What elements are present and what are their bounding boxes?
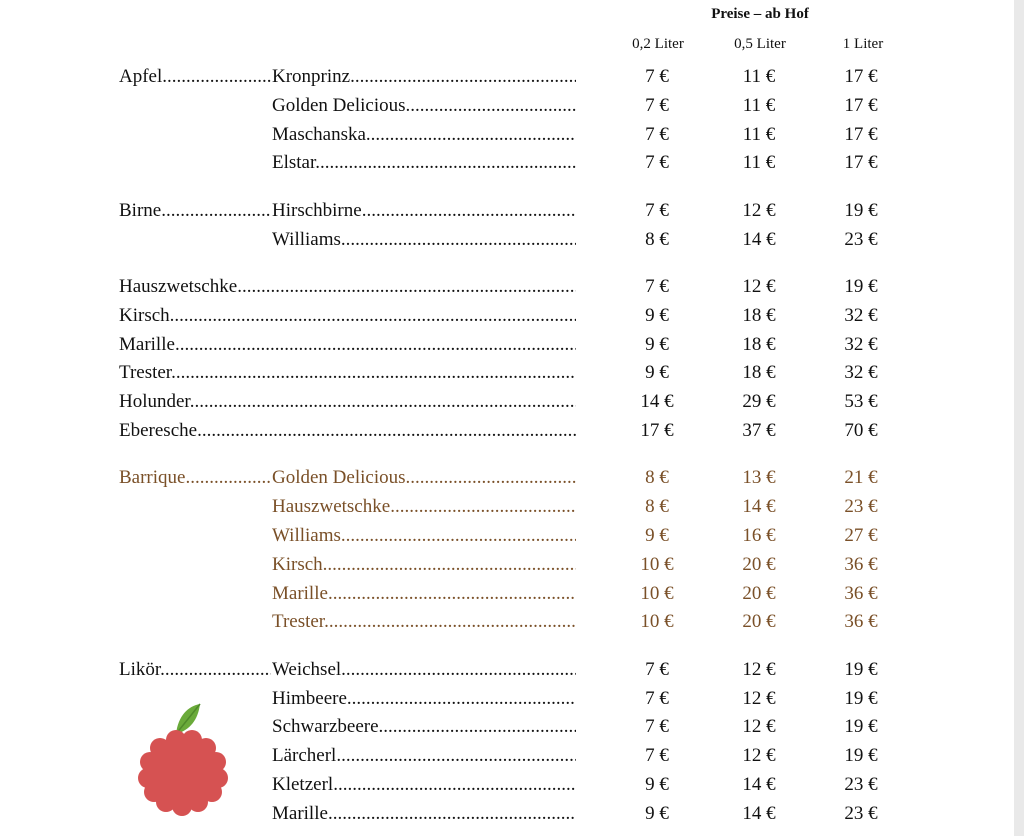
dot-leader bbox=[336, 745, 576, 766]
price-cell: 8 € bbox=[645, 496, 669, 517]
dot-leader bbox=[406, 95, 576, 116]
product-name-text: Hirschbirne bbox=[272, 200, 362, 221]
product-name bbox=[119, 332, 576, 358]
price-cell: 17 € bbox=[844, 66, 878, 87]
product-name-text: Golden Delicious bbox=[272, 95, 406, 116]
raspberry-icon bbox=[132, 698, 232, 818]
price-cell: 23 € bbox=[844, 803, 878, 824]
product-name bbox=[272, 686, 576, 712]
product-name-text: Holunder bbox=[119, 391, 190, 412]
dot-leader bbox=[328, 803, 576, 824]
page-edge bbox=[1014, 0, 1024, 836]
product-name-text: Lärcherl bbox=[272, 745, 337, 766]
dot-leader bbox=[341, 229, 576, 250]
price-cell: 8 € bbox=[645, 467, 669, 488]
product-name bbox=[272, 714, 576, 740]
price-cell: 18 € bbox=[742, 305, 776, 326]
product-name-text: Schwarzbeere bbox=[272, 716, 379, 737]
product-name bbox=[272, 494, 576, 520]
price-cell: 14 € bbox=[742, 496, 776, 517]
product-name-text: Kletzerl bbox=[272, 774, 334, 795]
price-cell: 10 € bbox=[640, 611, 674, 632]
price-cell: 9 € bbox=[645, 803, 669, 824]
product-name-text: Kronprinz bbox=[272, 66, 351, 87]
product-name-text: Eberesche bbox=[119, 420, 198, 441]
price-cell: 11 € bbox=[742, 152, 776, 173]
price-cell: 7 € bbox=[645, 152, 669, 173]
dot-leader bbox=[379, 716, 576, 737]
price-cell: 20 € bbox=[742, 611, 776, 632]
price-cell: 14 € bbox=[742, 803, 776, 824]
dot-leader bbox=[237, 276, 576, 297]
product-name bbox=[119, 389, 576, 415]
product-name bbox=[119, 274, 576, 300]
price-cell: 7 € bbox=[645, 124, 669, 145]
dot-leader bbox=[175, 334, 576, 355]
product-name-text: Himbeere bbox=[272, 688, 347, 709]
price-cell: 16 € bbox=[742, 525, 776, 546]
dot-leader bbox=[362, 200, 576, 221]
product-name-text: Kirsch bbox=[119, 305, 170, 326]
dot-leader bbox=[315, 152, 576, 173]
price-cell: 23 € bbox=[844, 229, 878, 250]
product-name-text: Weichsel bbox=[272, 659, 342, 680]
price-cell: 19 € bbox=[844, 688, 878, 709]
product-name bbox=[272, 657, 576, 683]
price-cell: 14 € bbox=[742, 229, 776, 250]
price-cell: 7 € bbox=[645, 659, 669, 680]
price-cell: 17 € bbox=[844, 95, 878, 116]
price-cell: 12 € bbox=[742, 745, 776, 766]
product-name-text: Marille bbox=[119, 334, 175, 355]
price-cell: 10 € bbox=[640, 554, 674, 575]
price-cell: 12 € bbox=[742, 200, 776, 221]
price-cell: 10 € bbox=[640, 583, 674, 604]
dot-leader bbox=[350, 66, 576, 87]
product-name-text: Hauszwetschke bbox=[272, 496, 391, 517]
price-cell: 19 € bbox=[844, 276, 878, 297]
price-cell: 32 € bbox=[844, 362, 878, 383]
product-name-text: Trester bbox=[272, 611, 325, 632]
price-cell: 7 € bbox=[645, 688, 669, 709]
price-cell: 19 € bbox=[844, 745, 878, 766]
price-cell: 7 € bbox=[645, 716, 669, 737]
product-name bbox=[272, 122, 576, 148]
price-cell: 7 € bbox=[645, 276, 669, 297]
product-name bbox=[272, 227, 576, 253]
price-cell: 7 € bbox=[645, 745, 669, 766]
column-header-small: 0,2 Liter bbox=[632, 36, 684, 52]
price-cell: 27 € bbox=[844, 525, 878, 546]
price-cell: 36 € bbox=[844, 583, 878, 604]
dot-leader bbox=[390, 496, 576, 517]
price-cell: 37 € bbox=[742, 420, 776, 441]
price-cell: 53 € bbox=[844, 391, 878, 412]
product-name bbox=[119, 360, 576, 386]
price-cell: 13 € bbox=[742, 467, 776, 488]
dot-leader bbox=[406, 467, 576, 488]
price-cell: 12 € bbox=[742, 659, 776, 680]
price-cell: 32 € bbox=[844, 305, 878, 326]
product-name bbox=[119, 303, 576, 329]
product-name-text: Maschanska bbox=[272, 124, 366, 145]
product-name-text: Elstar bbox=[272, 152, 316, 173]
price-cell: 17 € bbox=[844, 152, 878, 173]
price-cell: 14 € bbox=[640, 391, 674, 412]
price-cell: 7 € bbox=[645, 95, 669, 116]
product-name bbox=[272, 801, 576, 827]
group-label: Likör ..... bbox=[119, 657, 271, 683]
dot-leader bbox=[341, 659, 576, 680]
price-cell: 7 € bbox=[645, 200, 669, 221]
price-cell: 11 € bbox=[742, 95, 776, 116]
price-cell: 18 € bbox=[742, 334, 776, 355]
price-cell: 19 € bbox=[844, 659, 878, 680]
dot-leader bbox=[366, 124, 576, 145]
price-cell: 7 € bbox=[645, 66, 669, 87]
price-cell: 36 € bbox=[844, 554, 878, 575]
product-name bbox=[272, 609, 576, 635]
price-cell: 29 € bbox=[742, 391, 776, 412]
product-name-text: Hauszwetschke bbox=[119, 276, 238, 297]
price-cell: 19 € bbox=[844, 716, 878, 737]
price-header-title: Preise – ab Hof bbox=[711, 6, 809, 22]
group-label: Barrique ..... bbox=[119, 465, 271, 491]
product-name bbox=[272, 552, 576, 578]
dot-leader bbox=[324, 611, 576, 632]
price-cell: 21 € bbox=[844, 467, 878, 488]
product-name-text: Golden Delicious bbox=[272, 467, 406, 488]
product-name-text: Williams bbox=[272, 525, 341, 546]
product-name bbox=[272, 772, 576, 798]
price-cell: 9 € bbox=[645, 334, 669, 355]
column-header-large: 1 Liter bbox=[842, 36, 884, 52]
price-cell: 20 € bbox=[742, 583, 776, 604]
product-name-text: Marille bbox=[272, 803, 328, 824]
product-name bbox=[272, 150, 576, 176]
price-cell: 23 € bbox=[844, 774, 878, 795]
product-name bbox=[272, 581, 576, 607]
price-cell: 14 € bbox=[742, 774, 776, 795]
product-name-text: Kirsch bbox=[272, 554, 323, 575]
product-name bbox=[272, 465, 576, 491]
price-cell: 36 € bbox=[844, 611, 878, 632]
product-name bbox=[272, 93, 576, 119]
product-name-text: Williams bbox=[272, 229, 341, 250]
product-name bbox=[272, 64, 576, 90]
group-label: Apfel ..... bbox=[119, 64, 271, 90]
product-name-text: Trester bbox=[119, 362, 172, 383]
dot-leader bbox=[333, 774, 576, 795]
column-header-medium: 0,5 Liter bbox=[734, 36, 786, 52]
price-cell: 11 € bbox=[742, 66, 776, 87]
price-cell: 20 € bbox=[742, 554, 776, 575]
price-cell: 9 € bbox=[645, 305, 669, 326]
price-cell: 32 € bbox=[844, 334, 878, 355]
price-cell: 23 € bbox=[844, 496, 878, 517]
group-label: Birne ..... bbox=[119, 198, 271, 224]
price-cell: 18 € bbox=[742, 362, 776, 383]
dot-leader bbox=[190, 391, 576, 412]
price-cell: 19 € bbox=[844, 200, 878, 221]
price-cell: 12 € bbox=[742, 688, 776, 709]
price-cell: 17 € bbox=[844, 124, 878, 145]
product-name bbox=[272, 743, 576, 769]
price-cell: 17 € bbox=[640, 420, 674, 441]
price-cell: 9 € bbox=[645, 774, 669, 795]
product-name bbox=[119, 418, 576, 444]
product-name bbox=[272, 523, 576, 549]
dot-leader bbox=[347, 688, 576, 709]
dot-leader bbox=[328, 583, 576, 604]
price-cell: 9 € bbox=[645, 362, 669, 383]
dot-leader bbox=[170, 305, 576, 326]
dot-leader bbox=[323, 554, 576, 575]
dot-leader bbox=[171, 362, 576, 383]
price-cell: 8 € bbox=[645, 229, 669, 250]
price-cell: 70 € bbox=[844, 420, 878, 441]
product-name bbox=[272, 198, 576, 224]
price-cell: 9 € bbox=[645, 525, 669, 546]
price-cell: 11 € bbox=[742, 124, 776, 145]
dot-leader bbox=[341, 525, 576, 546]
dot-leader bbox=[197, 420, 576, 441]
product-name-text: Marille bbox=[272, 583, 328, 604]
price-cell: 12 € bbox=[742, 716, 776, 737]
price-cell: 12 € bbox=[742, 276, 776, 297]
